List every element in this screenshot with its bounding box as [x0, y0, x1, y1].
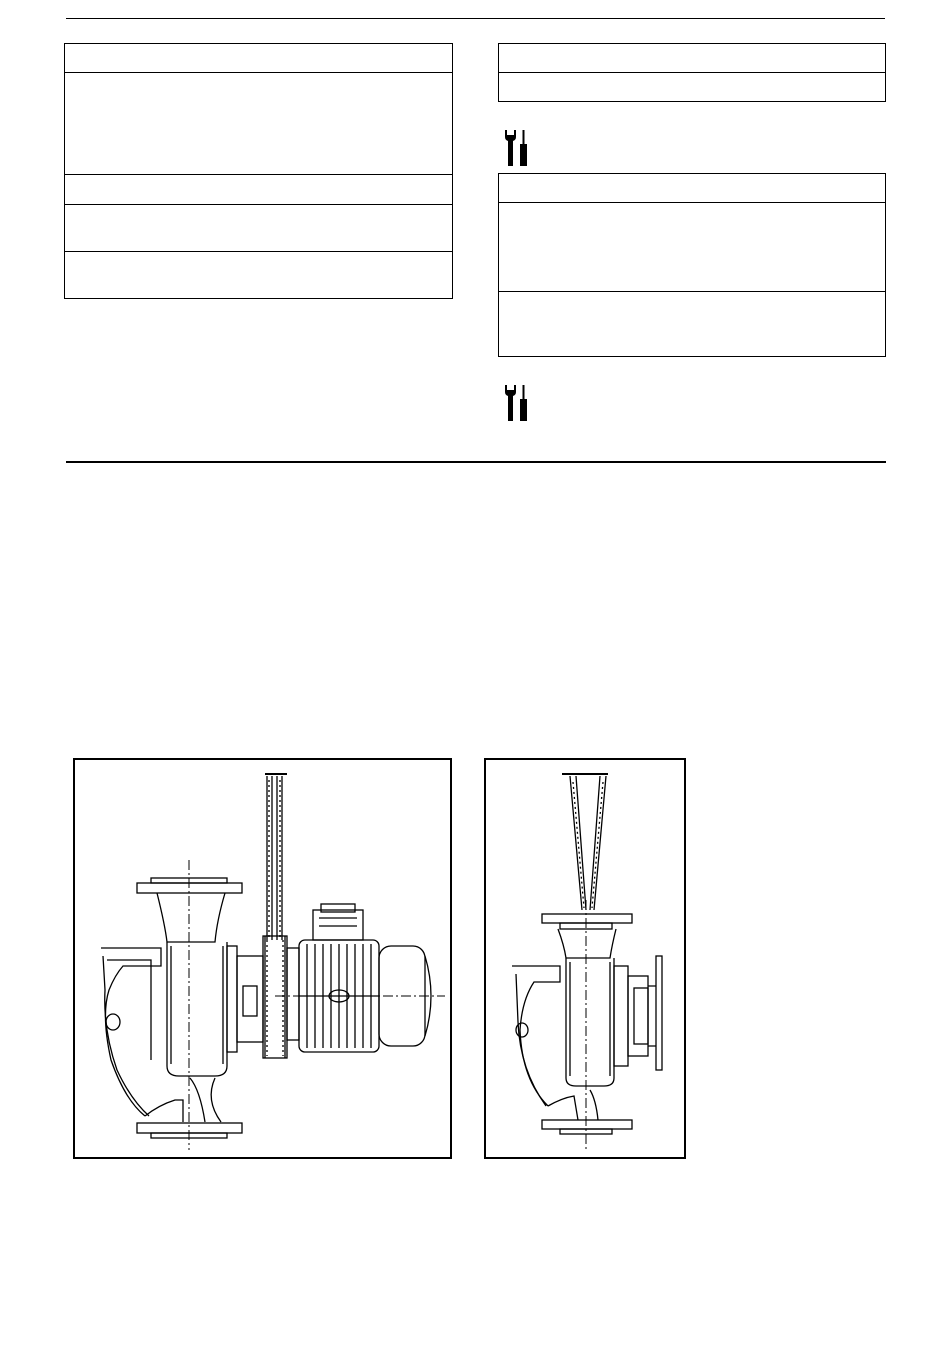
- pump-head-figure: [484, 758, 686, 1159]
- pump-head-drawing: [486, 760, 684, 1157]
- header-rule: [66, 18, 885, 19]
- right-table-bottom: [498, 173, 886, 357]
- table-row: [499, 291, 885, 292]
- table-row: [65, 174, 452, 175]
- pump-motor-figure: [73, 758, 452, 1159]
- table-row: [499, 202, 885, 203]
- pump-motor-drawing: [75, 760, 450, 1157]
- wrench-screwdriver-icon: [502, 128, 532, 168]
- right-table-top: [498, 43, 886, 102]
- table-row: [65, 72, 452, 73]
- table-row: [65, 204, 452, 205]
- left-table: [64, 43, 453, 299]
- table-row: [499, 72, 885, 73]
- section-rule: [66, 461, 886, 463]
- table-row: [65, 251, 452, 252]
- wrench-screwdriver-icon: [502, 383, 532, 423]
